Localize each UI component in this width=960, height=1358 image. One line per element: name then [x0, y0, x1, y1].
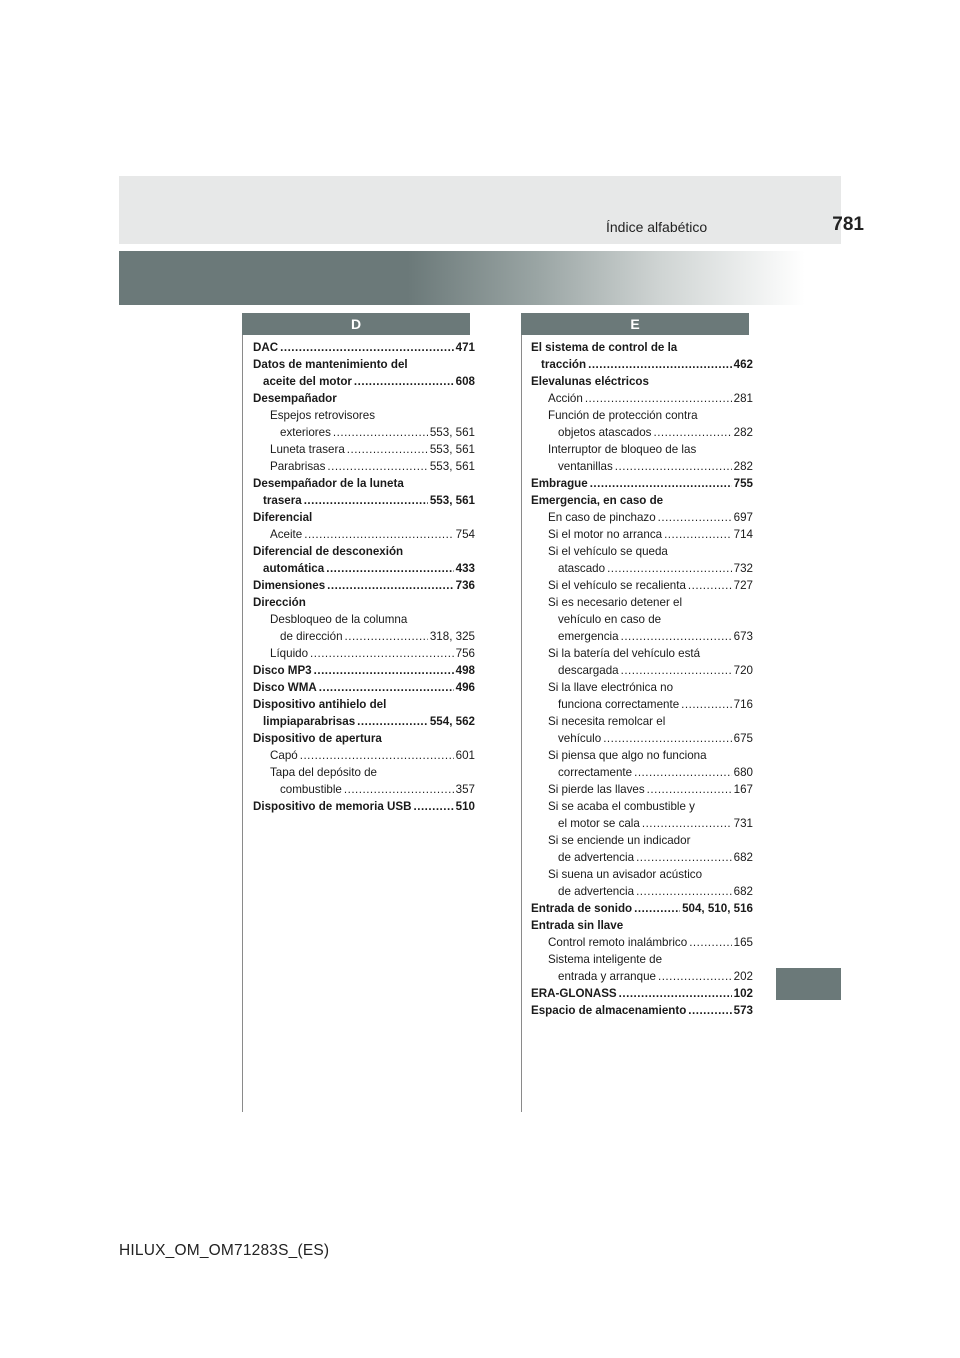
index-entry — [253, 577, 475, 594]
index-entry — [253, 628, 475, 645]
index-entry-term: Si el vehículo se recalienta — [548, 579, 686, 592]
index-entry-term: Si la llave electrónica no — [548, 681, 674, 694]
index-entry — [531, 713, 753, 730]
index-entry-page: 756 — [455, 647, 475, 660]
index-entry — [531, 645, 753, 662]
index-entry-term: tracción — [541, 358, 587, 371]
index-entry-term: Dispositivo de memoria USB — [253, 800, 412, 813]
index-entry-term: Elevalunas eléctricos — [531, 375, 649, 388]
index-entry-page: 673 — [733, 630, 753, 643]
index-entry — [253, 679, 475, 696]
index-entry-term: de advertencia — [558, 885, 635, 898]
dot-leader — [280, 339, 454, 356]
index-entry-term: Entrada de sonido — [531, 902, 633, 915]
index-entry — [531, 407, 753, 424]
index-entry — [531, 747, 753, 764]
page-number: 781 — [832, 214, 864, 235]
index-entry — [531, 509, 753, 526]
index-entry — [531, 390, 753, 407]
dot-leader — [688, 577, 732, 594]
dot-leader — [354, 373, 454, 390]
index-entry-term: Entrada sin llave — [531, 919, 624, 932]
index-entry — [531, 883, 753, 900]
dot-leader — [588, 356, 732, 373]
index-entry-page: 496 — [455, 681, 475, 694]
index-entry — [253, 747, 475, 764]
index-entry — [531, 339, 753, 356]
index-entry-term: Si piensa que algo no funciona — [548, 749, 707, 762]
index-entry — [531, 424, 753, 441]
dot-leader — [647, 781, 732, 798]
index-entry-term: funciona correctamente — [558, 698, 680, 711]
dot-leader — [664, 526, 732, 543]
index-entry-page: 573 — [733, 1004, 753, 1017]
index-entry — [531, 781, 753, 798]
index-entry-term: En caso de pinchazo — [548, 511, 656, 524]
index-entry-term: Dirección — [253, 596, 306, 609]
index-entry-term: entrada y arranque — [558, 970, 656, 983]
index-entry — [531, 730, 753, 747]
index-entry-page: 601 — [455, 749, 475, 762]
dot-leader — [621, 628, 732, 645]
index-entry-term: el motor se cala — [558, 817, 640, 830]
index-entry — [253, 509, 475, 526]
index-entry — [531, 628, 753, 645]
index-entry-term: Aceite — [270, 528, 303, 541]
index-entry-page: 357 — [455, 783, 475, 796]
index-entry-page: 498 — [455, 664, 475, 677]
dot-leader — [636, 883, 732, 900]
dot-leader — [414, 798, 454, 815]
index-entry-term: vehículo en caso de — [558, 613, 662, 626]
index-entry-page: 281 — [733, 392, 753, 405]
index-column-e — [531, 339, 753, 1019]
index-entry — [253, 356, 475, 373]
index-entry-page: 553, 561 — [429, 443, 475, 456]
index-entry-term: Control remoto inalámbrico — [548, 936, 688, 949]
dot-leader — [658, 509, 732, 526]
index-entry — [253, 696, 475, 713]
dot-leader — [344, 781, 454, 798]
dot-leader — [681, 696, 731, 713]
index-entry — [253, 424, 475, 441]
index-entry-term: El sistema de control de la — [531, 341, 678, 354]
index-entry — [253, 798, 475, 815]
column-rule-right — [521, 335, 522, 1112]
index-entry-term: Dimensiones — [253, 579, 326, 592]
index-entry — [531, 543, 753, 560]
document-code: HILUX_OM_OM71283S_(ES) — [119, 1242, 330, 1259]
index-entry-term: descargada — [558, 664, 619, 677]
index-entry — [253, 560, 475, 577]
index-entry-term: Desempañador de la luneta — [253, 477, 404, 490]
index-entry-page: 282 — [733, 426, 753, 439]
index-entry-page: 318, 325 — [429, 630, 475, 643]
index-entry-term: Datos de mantenimiento del — [253, 358, 408, 371]
index-entry-term: limpiaparabrisas — [263, 715, 356, 728]
column-rule-left — [242, 335, 243, 1112]
index-entry-term: Diferencial — [253, 511, 313, 524]
index-entry-page: 727 — [733, 579, 753, 592]
index-entry-term: Función de protección contra — [548, 409, 698, 422]
index-entry — [531, 934, 753, 951]
dot-leader — [319, 679, 454, 696]
index-entry — [253, 645, 475, 662]
header-band — [119, 176, 841, 244]
index-entry — [531, 594, 753, 611]
index-entry — [531, 441, 753, 458]
index-entry-term: Si el vehículo se queda — [548, 545, 668, 558]
index-entry-term: Parabrisas — [270, 460, 326, 473]
index-entry-page: 433 — [455, 562, 475, 575]
dot-leader — [310, 645, 454, 662]
index-entry-term: Luneta trasera — [270, 443, 345, 456]
dot-leader — [327, 577, 453, 594]
index-entry — [253, 764, 475, 781]
index-entry-page: 716 — [733, 698, 753, 711]
index-entry — [531, 951, 753, 968]
index-column-d — [253, 339, 475, 815]
index-entry — [531, 611, 753, 628]
index-entry — [253, 730, 475, 747]
index-entry-term: Dispositivo de apertura — [253, 732, 382, 745]
index-entry-page: 680 — [733, 766, 753, 779]
index-entry-term: Espejos retrovisores — [270, 409, 376, 422]
index-entry — [253, 458, 475, 475]
chapter-gradient-band — [119, 251, 841, 305]
letter-header-e: E — [521, 313, 749, 335]
index-entry-term: Diferencial de desconexión — [253, 545, 404, 558]
dot-leader — [357, 713, 428, 730]
index-entry-page: 732 — [733, 562, 753, 575]
index-entry-term: objetos atascados — [558, 426, 652, 439]
index-entry-page: 553, 561 — [429, 494, 475, 507]
index-entry-term: Sistema inteligente de — [548, 953, 663, 966]
dot-leader — [603, 730, 731, 747]
index-entry — [531, 662, 753, 679]
index-entry-term: Si se enciende un indicador — [548, 834, 691, 847]
index-entry — [531, 373, 753, 390]
index-entry-page: 202 — [733, 970, 753, 983]
index-entry-term: Si es necesario detener el — [548, 596, 683, 609]
index-entry-term: Capó — [270, 749, 298, 762]
index-entry-page: 682 — [733, 885, 753, 898]
index-entry — [531, 764, 753, 781]
index-entry-term: Tapa del depósito de — [270, 766, 378, 779]
index-entry — [253, 662, 475, 679]
dot-leader — [300, 747, 454, 764]
index-entry-page: 608 — [455, 375, 475, 388]
index-entry — [253, 781, 475, 798]
dot-leader — [304, 492, 428, 509]
index-entry-term: Dispositivo antihielo del — [253, 698, 387, 711]
index-entry — [531, 985, 753, 1002]
index-entry — [531, 492, 753, 509]
index-entry-term: Líquido — [270, 647, 309, 660]
index-entry-term: ventanillas — [558, 460, 613, 473]
index-entry — [531, 560, 753, 577]
index-entry-term: Desbloqueo de la columna — [270, 613, 408, 626]
index-entry-term: combustible — [280, 783, 342, 796]
index-entry — [531, 849, 753, 866]
dot-leader — [314, 662, 454, 679]
index-entry — [531, 815, 753, 832]
index-entry-term: Si el motor no arranca — [548, 528, 663, 541]
index-entry-page: 462 — [733, 358, 753, 371]
index-entry-term: Disco MP3 — [253, 664, 312, 677]
index-entry — [531, 866, 753, 883]
index-entry — [253, 390, 475, 407]
dot-leader — [688, 1002, 731, 1019]
dot-leader — [333, 424, 428, 441]
index-entry-page: 554, 562 — [429, 715, 475, 728]
index-entry-term: trasera — [263, 494, 302, 507]
index-entry-term: ERA-GLONASS — [531, 987, 617, 1000]
index-entry — [531, 1002, 753, 1019]
dot-leader — [653, 424, 731, 441]
index-entry — [253, 611, 475, 628]
dot-leader — [326, 560, 453, 577]
index-entry — [531, 475, 753, 492]
index-entry-term: Desempañador — [253, 392, 337, 405]
index-entry-term: de advertencia — [558, 851, 635, 864]
dot-leader — [327, 458, 427, 475]
index-entry-page: 675 — [733, 732, 753, 745]
index-entry — [531, 526, 753, 543]
dot-leader — [615, 458, 732, 475]
index-entry-term: Emergencia, en caso de — [531, 494, 664, 507]
index-entry-term: Si necesita remolcar el — [548, 715, 666, 728]
index-entry-term: exteriores — [280, 426, 331, 439]
dot-leader — [619, 985, 732, 1002]
index-entry-page: 720 — [733, 664, 753, 677]
index-entry — [531, 968, 753, 985]
dot-leader — [689, 934, 731, 951]
index-entry — [531, 577, 753, 594]
index-entry-term: Acción — [548, 392, 583, 405]
index-entry-term: DAC — [253, 341, 279, 354]
index-entry — [531, 832, 753, 849]
dot-leader — [642, 815, 732, 832]
index-entry-page: 731 — [733, 817, 753, 830]
index-entry-page: 504, 510, 516 — [682, 902, 753, 915]
index-entry — [531, 900, 753, 917]
index-entry-page: 736 — [455, 579, 475, 592]
dot-leader — [636, 849, 732, 866]
index-entry-page: 755 — [733, 477, 753, 490]
index-entry — [531, 356, 753, 373]
index-entry-page: 714 — [733, 528, 753, 541]
index-entry-term: de dirección — [280, 630, 343, 643]
index-entry-term: Si se acaba el combustible y — [548, 800, 695, 813]
index-entry-term: emergencia — [558, 630, 619, 643]
dot-leader — [590, 475, 732, 492]
index-entry-term: Si la batería del vehículo está — [548, 647, 701, 660]
index-entry — [531, 696, 753, 713]
dot-leader — [607, 560, 732, 577]
letter-header-d: D — [242, 313, 470, 335]
index-entry-term: Interruptor de bloqueo de las — [548, 443, 697, 456]
index-entry-term: Embrague — [531, 477, 588, 490]
index-entry-term: Disco WMA — [253, 681, 317, 694]
dot-leader — [304, 526, 453, 543]
dot-leader — [634, 900, 680, 917]
index-entry — [253, 594, 475, 611]
index-entry-page: 754 — [455, 528, 475, 541]
index-entry-page: 553, 561 — [429, 426, 475, 439]
index-entry-page: 165 — [733, 936, 753, 949]
index-entry-page: 282 — [733, 460, 753, 473]
dot-leader — [658, 968, 732, 985]
index-entry-page: 697 — [733, 511, 753, 524]
chapter-side-tab — [776, 968, 841, 1000]
index-entry — [253, 713, 475, 730]
index-entry-term: vehículo — [558, 732, 602, 745]
index-entry — [253, 441, 475, 458]
index-entry-page: 167 — [733, 783, 753, 796]
index-entry-page: 553, 561 — [429, 460, 475, 473]
index-entry-page: 682 — [733, 851, 753, 864]
index-entry — [253, 492, 475, 509]
index-entry — [531, 798, 753, 815]
index-entry — [253, 526, 475, 543]
index-entry-term: correctamente — [558, 766, 633, 779]
dot-leader — [347, 441, 428, 458]
index-entry-term: automática — [263, 562, 325, 575]
index-entry-page: 471 — [455, 341, 475, 354]
index-entry-term: aceite del motor — [263, 375, 352, 388]
index-entry-term: Si pierde las llaves — [548, 783, 645, 796]
index-entry — [253, 475, 475, 492]
index-entry — [531, 917, 753, 934]
index-entry — [253, 543, 475, 560]
index-entry — [253, 373, 475, 390]
dot-leader — [621, 662, 732, 679]
index-entry-page: 510 — [455, 800, 475, 813]
index-entry — [531, 458, 753, 475]
section-title: Índice alfabético — [606, 219, 708, 235]
index-entry-term: atascado — [558, 562, 606, 575]
dot-leader — [345, 628, 428, 645]
index-entry-term: Si suena un avisador acústico — [548, 868, 703, 881]
index-entry — [253, 339, 475, 356]
index-entry-term: Espacio de almacenamiento — [531, 1004, 687, 1017]
dot-leader — [634, 764, 732, 781]
index-entry-page: 102 — [733, 987, 753, 1000]
index-entry — [253, 407, 475, 424]
index-entry — [531, 679, 753, 696]
dot-leader — [585, 390, 732, 407]
